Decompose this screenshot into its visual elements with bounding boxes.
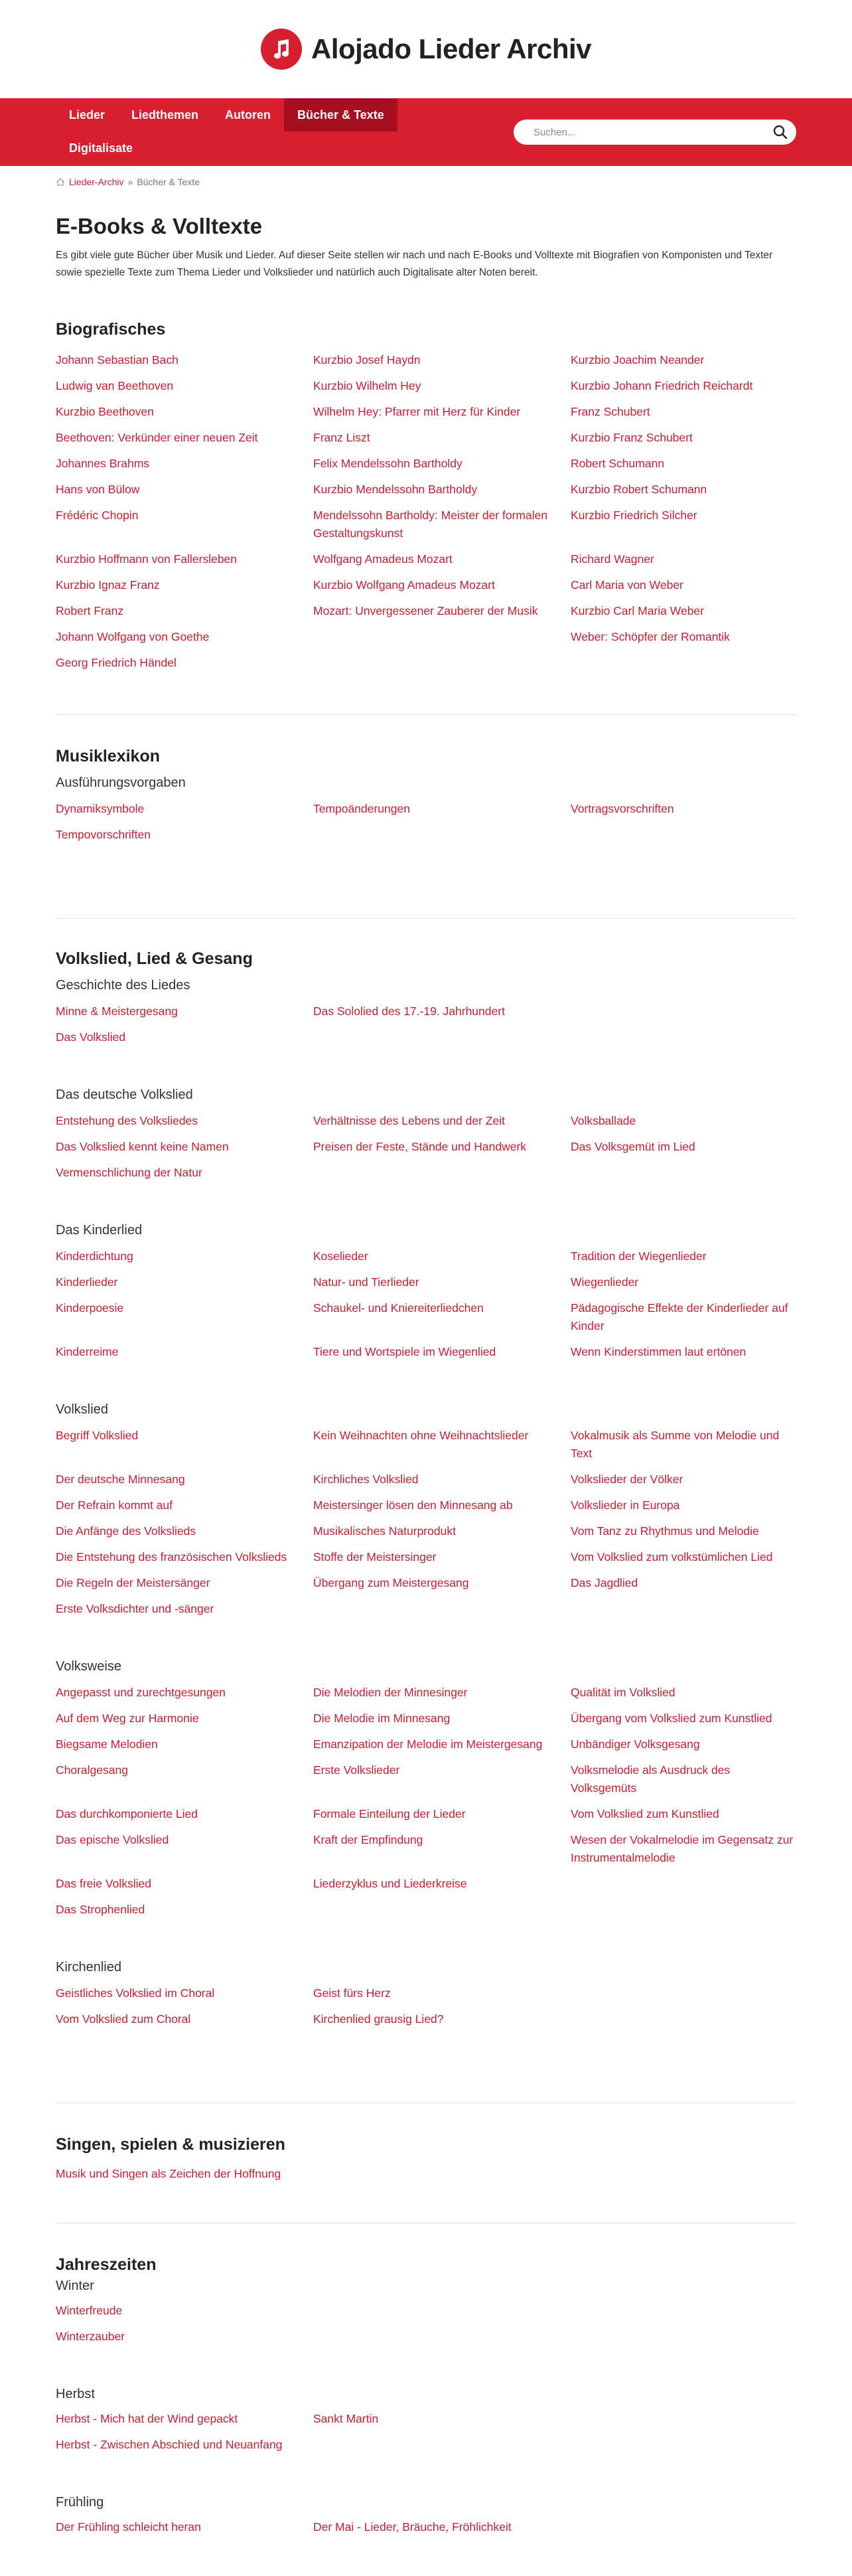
content-link[interactable]: Das Strophenlied — [56, 1903, 145, 1916]
content-link[interactable]: Kinderreime — [56, 1345, 119, 1358]
content-link[interactable]: Mendelssohn Bartholdy: Meister der formalen Gestaltungskunst — [313, 509, 548, 540]
content-link[interactable]: Die Melodie im Minnesang — [313, 1712, 451, 1725]
content-link[interactable]: Kurzbio Hoffmann von Fallersleben — [56, 552, 238, 566]
site-title[interactable]: Alojado Lieder Archiv — [311, 33, 592, 64]
content-link[interactable]: Vom Volkslied zum Choral — [56, 2012, 191, 2026]
content-link[interactable]: Kinderdichtung — [56, 1249, 133, 1263]
content-link[interactable]: Die Melodien der Minnesinger — [313, 1686, 468, 1699]
content-link[interactable]: Volksballade — [571, 1114, 636, 1127]
content-link[interactable]: Vom Volkslied zum Kunstlied — [571, 1807, 719, 1820]
content-link[interactable]: Kurzbio Johann Friedrich Reichardt — [571, 379, 753, 392]
content-link[interactable]: Der Frühling schleicht heran — [56, 2520, 201, 2534]
nav-item-liedthemen[interactable]: Liedthemen — [131, 108, 199, 121]
content-link[interactable]: Wesen der Vokalmelodie im Gegensatz zur Instrumentalmelodie — [571, 1833, 794, 1864]
content-link[interactable]: Preisen der Feste, Stände und Handwerk — [313, 1140, 527, 1153]
content-link[interactable]: Vermenschlichung der Natur — [56, 1166, 202, 1179]
content-link[interactable]: Kurzbio Beethoven — [56, 405, 154, 418]
content-link[interactable]: Volkslieder in Europa — [571, 1498, 680, 1512]
group-title: Ausführungsvorgaben — [56, 775, 186, 790]
content-link[interactable]: Angepasst und zurechtgesungen — [56, 1686, 226, 1699]
content-link[interactable]: Geist fürs Herz — [313, 1986, 391, 2000]
empty-cell — [571, 2302, 796, 2320]
content-link[interactable]: Der deutsche Minnesang — [56, 1473, 185, 1486]
nav-item-lieder[interactable]: Lieder — [69, 108, 106, 121]
content-link[interactable]: Vokalmusik als Summe von Melodie und Text — [571, 1429, 780, 1460]
section-volkslied-lied-gesang — [56, 919, 796, 2103]
content-link[interactable]: Emanzipation der Melodie im Meistergesang — [313, 1737, 543, 1751]
content-link[interactable]: Johann Wolfgang von Goethe — [56, 630, 210, 643]
content-link[interactable]: Robert Schumann — [571, 457, 665, 470]
content-link[interactable]: Natur- und Tierlieder — [313, 1275, 419, 1289]
content-link[interactable]: Die Entstehung des französischen Volkslieds — [56, 1550, 287, 1564]
content-link[interactable]: Das Sololied des 17.-19. Jahrhundert — [313, 1005, 505, 1018]
section-title: Singen, spielen & musizieren — [56, 2135, 285, 2154]
content-link[interactable]: Carl Maria von Weber — [571, 578, 683, 592]
search-icon — [773, 125, 788, 139]
content-link[interactable]: Schaukel- und Kniereiterliedchen — [313, 1301, 484, 1315]
content-link[interactable]: Wilhelm Hey: Pfarrer mit Herz für Kinder — [313, 405, 521, 418]
link-group-ausführungsvorgaben — [56, 775, 796, 844]
content-link[interactable]: Winterzauber — [56, 2330, 125, 2343]
content-link[interactable]: Der Refrain kommt auf — [56, 1498, 173, 1512]
content-link[interactable]: Musik und Singen als Zeichen der Hoffnung — [56, 2167, 281, 2180]
link-group-volkslied — [56, 1402, 796, 1618]
breadcrumb-separator: » — [127, 177, 133, 187]
breadcrumb — [56, 166, 796, 187]
section-biografisches — [56, 282, 796, 715]
nav-item-autoren[interactable]: Autoren — [225, 108, 271, 121]
content-link[interactable]: Robert Franz — [56, 604, 124, 617]
search-button[interactable] — [771, 123, 790, 141]
content-link[interactable]: Das epische Volkslied — [56, 1833, 169, 1846]
empty-cell — [571, 1984, 796, 2002]
content-link[interactable]: Georg Friedrich Händel — [56, 656, 177, 669]
breadcrumb-current: Bücher & Texte — [137, 177, 200, 187]
content-link[interactable]: Johann Sebastian Bach — [56, 353, 178, 366]
content-link[interactable]: Hans von Bülow — [56, 483, 140, 496]
empty-cell — [313, 628, 571, 646]
content-link[interactable]: Choralgesang — [56, 1763, 128, 1777]
content-link[interactable]: Herbst - Mich hat der Wind gepackt — [56, 2412, 238, 2425]
group-title: Kirchenlied — [56, 1960, 121, 1974]
content-link[interactable]: Kurzbio Ignaz Franz — [56, 578, 160, 592]
content-link[interactable]: Meistersinger lösen den Minnesang ab — [313, 1498, 513, 1512]
content-link[interactable]: Ludwig van Beethoven — [56, 379, 174, 392]
content-link[interactable]: Wiegenlieder — [571, 1275, 639, 1289]
content-link[interactable]: Johannes Brahms — [56, 457, 150, 470]
content-link[interactable]: Richard Wagner — [571, 552, 654, 566]
link-group-winter — [56, 2279, 796, 2346]
main-navigation — [0, 98, 852, 166]
content-link[interactable]: Kurzbio Carl Maria Weber — [571, 604, 704, 617]
link-grid — [56, 1684, 796, 1919]
content-link[interactable]: Sankt Martin — [313, 2412, 379, 2425]
site-header — [0, 0, 852, 98]
content-link[interactable]: Tempoänderungen — [313, 802, 410, 815]
content-link[interactable]: Das Volksgemüt im Lied — [571, 1140, 695, 1153]
nav-items — [56, 98, 427, 165]
link-grid — [56, 1248, 796, 1361]
link-grid — [56, 1427, 796, 1618]
content-link[interactable]: Entstehung des Volksliedes — [56, 1114, 198, 1127]
section-title: Musiklexikon — [56, 747, 160, 765]
content-link[interactable]: Verhältnisse des Lebens und der Zeit — [313, 1114, 505, 1127]
link-grid — [56, 1003, 796, 1046]
search-input[interactable] — [533, 127, 771, 138]
content-link[interactable]: Kinderpoesie — [56, 1301, 124, 1315]
section-jahreszeiten — [56, 2223, 796, 2576]
content-link[interactable]: Musikalisches Naturprodukt — [313, 1524, 456, 1538]
main-content — [56, 166, 796, 2576]
content-link[interactable]: Formale Einteilung der Lieder — [313, 1807, 466, 1820]
content-link[interactable]: Dynamiksymbole — [56, 802, 145, 815]
content-link[interactable]: Herbst - Zwischen Abschied und Neuanfang — [56, 2438, 283, 2451]
content-link[interactable]: Biegsame Melodien — [56, 1737, 158, 1751]
content-link[interactable]: Das Jagdlied — [571, 1576, 638, 1589]
content-link[interactable]: Volksmelodie als Ausdruck des Volksgemüts — [571, 1763, 731, 1795]
link-grid — [56, 2518, 796, 2536]
link-grid — [56, 800, 796, 844]
content-link[interactable]: Mozart: Unvergessener Zauberer der Musik — [313, 604, 538, 617]
content-link[interactable]: Das durchkomponierte Lied — [56, 1807, 198, 1820]
page-intro: Es gibt viele gute Bücher über Musik und Lieder. Auf dieser Seite stellen wir nach und nach E-Books und Volltexte mit Biografien von Komponisten und Texter sowie spezielle Texte zum Thema Lieder und Volkslieder und natürlich auch Digitalisate alter Noten bereit. — [56, 250, 773, 278]
content-link[interactable]: Koselieder — [313, 1249, 368, 1263]
group-title: Herbst — [56, 2387, 95, 2401]
music-note-logo-icon[interactable] — [261, 29, 302, 70]
link-grid — [56, 1984, 796, 2028]
link-group-frühling — [56, 2495, 796, 2536]
content-link[interactable]: Erste Volksdichter und -sänger — [56, 1602, 214, 1615]
content-link[interactable]: Tradition der Wiegenlieder — [571, 1249, 707, 1263]
link-group-das-deutsche-volkslied — [56, 1087, 796, 1182]
content-link[interactable]: Kurzbio Wilhelm Hey — [313, 379, 421, 392]
home-icon — [56, 177, 65, 187]
content-link[interactable]: Franz Liszt — [313, 431, 370, 444]
content-link[interactable]: Vom Volkslied zum volkstümlichen Lied — [571, 1550, 773, 1564]
link-group — [56, 351, 796, 672]
empty-cell — [571, 1875, 796, 1893]
empty-cell — [571, 1003, 796, 1020]
content-link[interactable]: Kurzbio Robert Schumann — [571, 483, 707, 496]
content-link[interactable]: Kirchliches Volkslied — [313, 1473, 419, 1486]
content-link[interactable]: Kraft der Empfindung — [313, 1833, 423, 1846]
content-link[interactable]: Kurzbio Joachim Neander — [571, 353, 705, 366]
link-grid — [56, 1112, 796, 1182]
content-link[interactable]: Kurzbio Franz Schubert — [571, 431, 693, 444]
link-grid — [56, 2410, 796, 2454]
content-link[interactable]: Frédéric Chopin — [56, 509, 139, 522]
content-link[interactable]: Übergang vom Volkslied zum Kunstlied — [571, 1712, 772, 1725]
group-title: Volkslied — [56, 1402, 108, 1417]
content-link[interactable]: Die Regeln der Meistersänger — [56, 1576, 210, 1589]
link-group-geschichte-des-liedes — [56, 978, 796, 1046]
content-link[interactable]: Unbändiger Volksgesang — [571, 1737, 700, 1751]
content-link[interactable]: Franz Schubert — [571, 405, 650, 418]
nav-item-digitalisate[interactable]: Digitalisate — [69, 141, 133, 155]
section-musiklexikon — [56, 715, 796, 919]
content-link[interactable]: Volkslieder der Völker — [571, 1473, 683, 1486]
content-link[interactable]: Liederzyklus und Liederkreise — [313, 1877, 467, 1890]
breadcrumb-home-link[interactable]: Lieder-Archiv — [69, 177, 124, 187]
section-title: Biografisches — [56, 320, 166, 339]
sections — [56, 282, 796, 2576]
content-link[interactable]: Tempovorschriften — [56, 828, 151, 841]
content-link[interactable]: Kurzbio Wolfgang Amadeus Mozart — [313, 578, 495, 592]
content-link[interactable]: Pädagogische Effekte der Kinderlieder auf Kinder — [571, 1301, 788, 1332]
content-link[interactable]: Auf dem Weg zur Harmonie — [56, 1712, 199, 1725]
content-link[interactable]: Die Anfänge des Volkslieds — [56, 1524, 196, 1538]
content-link[interactable]: Felix Mendelssohn Bartholdy — [313, 457, 462, 470]
empty-cell — [571, 2410, 796, 2428]
link-group-kirchenlied — [56, 1960, 796, 2028]
content-link[interactable]: Vom Tanz zu Rhythmus und Melodie — [571, 1524, 759, 1538]
content-link[interactable]: Begriff Volkslied — [56, 1429, 139, 1442]
content-link[interactable]: Erste Volkslieder — [313, 1763, 400, 1777]
nav-item-bücher-texte[interactable]: Bücher & Texte — [284, 98, 397, 131]
content-link[interactable]: Wolfgang Amadeus Mozart — [313, 552, 453, 566]
content-link[interactable]: Das Volkslied — [56, 1030, 126, 1044]
content-link[interactable]: Übergang zum Meistergesang — [313, 1576, 469, 1589]
link-grid — [56, 2302, 796, 2346]
content-link[interactable]: Kinderlieder — [56, 1275, 118, 1289]
section-title: Jahreszeiten — [56, 2255, 157, 2274]
link-grid — [56, 2165, 796, 2183]
group-title: Winter — [56, 2279, 94, 2293]
page-title: E-Books & Volltexte — [56, 214, 263, 238]
content-link[interactable]: Der Mai - Lieder, Bräuche, Fröhlichkeit — [313, 2520, 512, 2534]
group-title: Das Kinderlied — [56, 1223, 143, 1238]
content-link[interactable]: Das freie Volkslied — [56, 1877, 151, 1890]
content-link[interactable]: Qualität im Volkslied — [571, 1686, 675, 1699]
section-title: Volkslied, Lied & Gesang — [56, 949, 253, 968]
group-title: Volksweise — [56, 1659, 121, 1674]
group-title: Geschichte des Liedes — [56, 978, 190, 993]
content-link[interactable]: Tiere und Wortspiele im Wiegenlied — [313, 1345, 496, 1358]
content-link[interactable]: Kurzbio Friedrich Silcher — [571, 509, 697, 522]
content-link[interactable]: Beethoven: Verkünder einer neuen Zeit — [56, 431, 258, 444]
section-singen-spielen-musizieren — [56, 2103, 796, 2223]
group-title: Das deutsche Volkslied — [56, 1087, 193, 1102]
content-link[interactable]: Vortragsvorschriften — [571, 802, 674, 815]
link-group — [56, 2165, 796, 2183]
content-link[interactable]: Stoffe der Meistersinger — [313, 1550, 437, 1564]
content-link[interactable]: Weber: Schöpfer der Romantik — [571, 630, 730, 643]
content-link[interactable]: Das Volkslied kennt keine Namen — [56, 1140, 229, 1153]
content-link[interactable]: Winterfreude — [56, 2304, 123, 2317]
content-link[interactable]: Wenn Kinderstimmen laut ertönen — [571, 1345, 746, 1358]
link-grid — [56, 351, 796, 672]
content-link[interactable]: Kurzbio Mendelssohn Bartholdy — [313, 483, 478, 496]
search-bar — [514, 120, 796, 145]
link-group-volksweise — [56, 1659, 796, 1919]
content-link[interactable]: Geistliches Volkslied im Choral — [56, 1986, 215, 2000]
content-link[interactable]: Kirchenlied grausig Lied? — [313, 2012, 444, 2026]
content-link[interactable]: Kurzbio Josef Haydn — [313, 353, 421, 366]
link-group-herbst — [56, 2387, 796, 2454]
empty-cell — [313, 2302, 571, 2320]
content-link[interactable]: Kein Weihnachten ohne Weihnachtslieder — [313, 1429, 529, 1442]
link-group-das-kinderlied — [56, 1223, 796, 1361]
content-link[interactable]: Minne & Meistergesang — [56, 1005, 178, 1018]
group-title: Frühling — [56, 2495, 104, 2510]
